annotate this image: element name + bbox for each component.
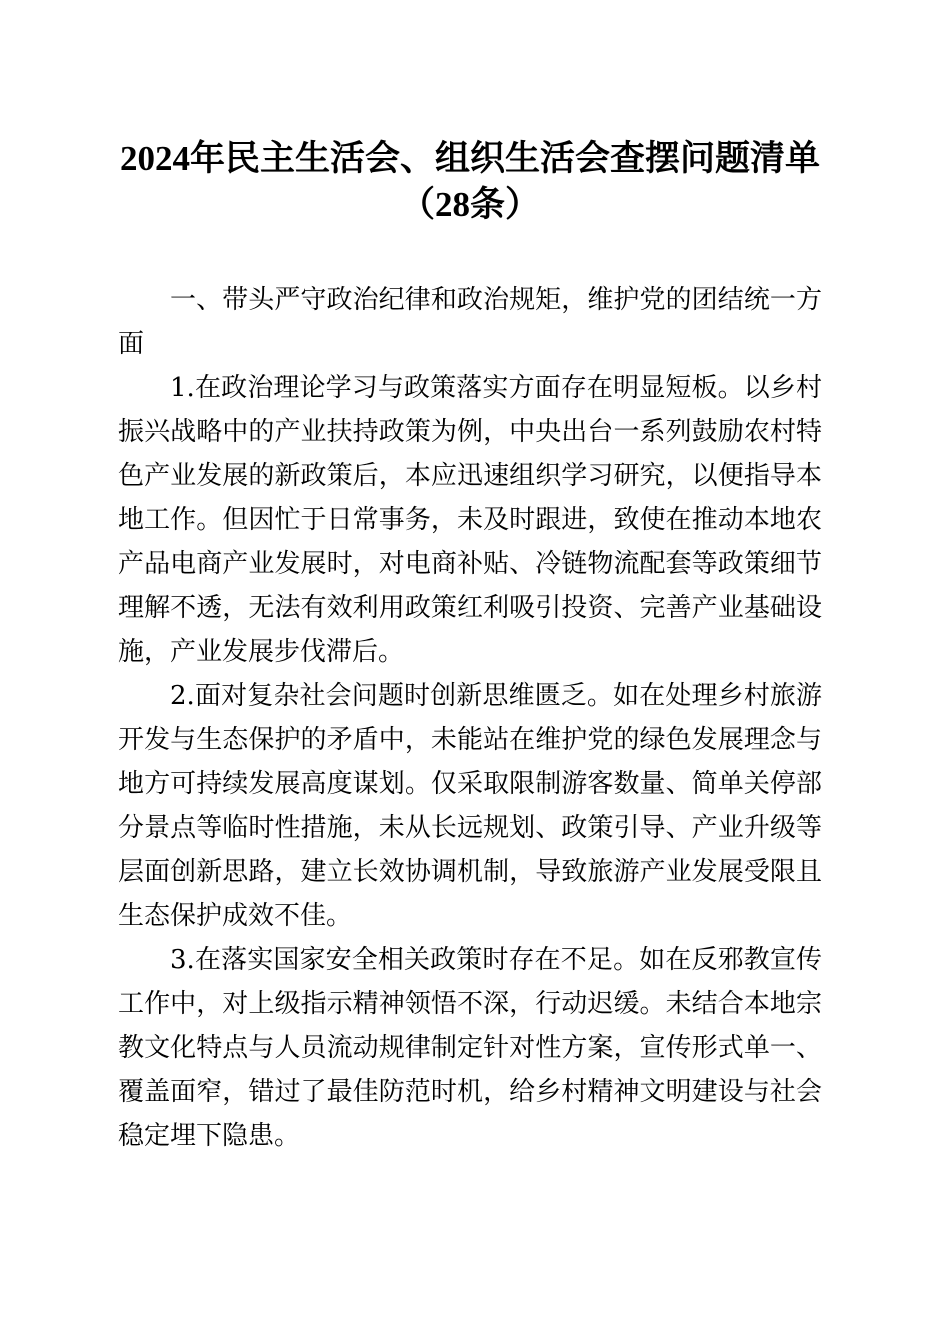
paragraph-3: 3.在落实国家安全相关政策时存在不足。如在反邪教宣传工作中，对上级指示精神领悟不深，行动迟缓。未结合本地宗教文化特点与人员流动规律制定针对性方案，宣传形式单一、覆盖面窄，错过了最佳防范时机，给乡村精神文明建设与社会稳定埋下隐患。: [118, 945, 822, 1151]
document-body: [118, 278, 822, 1158]
document-title: 2024年民主生活会、组织生活会查摆问题清单（28条）: [119, 139, 820, 224]
section-heading: 一、带头严守政治纪律和政治规矩，维护党的团结统一方面: [118, 285, 822, 359]
paragraph-1: 1.在政治理论学习与政策落实方面存在明显短板。以乡村振兴战略中的产业扶持政策为例，中央出台一系列鼓励农村特色产业发展的新政策后，本应迅速组织学习研究，以便指导本地工作。但因忙于日常事务，未及时跟进，致使在推动本地农产品电商产业发展时，对电商补贴、冷链物流配套等政策细节理解不透，无法有效利用政策红利吸引投资、完善产业基础设施，产业发展步伐滞后。: [118, 373, 822, 667]
paragraph-2: 2.面对复杂社会问题时创新思维匮乏。如在处理乡村旅游开发与生态保护的矛盾中，未能站在维护党的绿色发展理念与地方可持续发展高度谋划。仅采取限制游客数量、简单关停部分景点等临时性措施，未从长远规划、政策引导、产业升级等层面创新思路，建立长效协调机制，导致旅游产业发展受限且生态保护成效不佳。: [118, 681, 822, 931]
